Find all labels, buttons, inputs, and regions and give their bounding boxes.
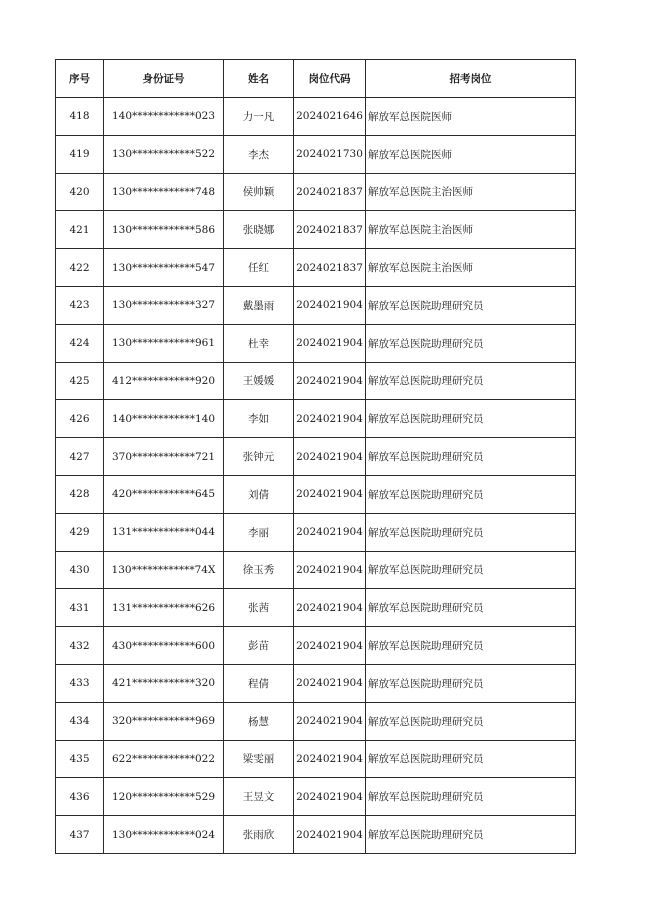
id-number-cell: 430************600 xyxy=(104,627,224,665)
position-cell: 解放军总医院助理研究员 xyxy=(366,324,576,362)
id-number-cell: 412************920 xyxy=(104,362,224,400)
id-number-cell: 370************721 xyxy=(104,438,224,476)
serial-cell: 432 xyxy=(56,627,104,665)
position-code-cell: 2024021904 xyxy=(294,475,366,513)
id-number-cell: 130************024 xyxy=(104,816,224,854)
header-position-code: 岗位代码 xyxy=(294,60,366,98)
position-cell: 解放军总医院主治医师 xyxy=(366,211,576,249)
name-cell: 张茜 xyxy=(224,589,294,627)
serial-cell: 430 xyxy=(56,551,104,589)
serial-cell: 422 xyxy=(56,249,104,287)
table-body xyxy=(56,98,576,854)
name-cell: 张晓娜 xyxy=(224,211,294,249)
id-number-cell: 130************327 xyxy=(104,286,224,324)
header-name: 姓名 xyxy=(224,60,294,98)
position-code-cell: 2024021904 xyxy=(294,627,366,665)
table-header-row xyxy=(56,60,576,98)
candidate-table xyxy=(55,59,576,854)
name-cell: 李杰 xyxy=(224,135,294,173)
position-cell: 解放军总医院助理研究员 xyxy=(366,438,576,476)
id-number-cell: 130************961 xyxy=(104,324,224,362)
position-cell: 解放军总医院主治医师 xyxy=(366,173,576,211)
position-code-cell: 2024021904 xyxy=(294,816,366,854)
name-cell: 李如 xyxy=(224,400,294,438)
position-code-cell: 2024021904 xyxy=(294,778,366,816)
position-code-cell: 2024021837 xyxy=(294,249,366,287)
position-code-cell: 2024021904 xyxy=(294,664,366,702)
table-row xyxy=(56,98,576,136)
position-cell: 解放军总医院助理研究员 xyxy=(366,475,576,513)
position-code-cell: 2024021904 xyxy=(294,286,366,324)
position-code-cell: 2024021904 xyxy=(294,324,366,362)
name-cell: 王媛媛 xyxy=(224,362,294,400)
position-code-cell: 2024021904 xyxy=(294,740,366,778)
table-row xyxy=(56,211,576,249)
id-number-cell: 131************626 xyxy=(104,589,224,627)
position-cell: 解放军总医院助理研究员 xyxy=(366,627,576,665)
id-number-cell: 130************74X xyxy=(104,551,224,589)
table-row xyxy=(56,475,576,513)
serial-cell: 434 xyxy=(56,702,104,740)
serial-cell: 429 xyxy=(56,513,104,551)
name-cell: 力一凡 xyxy=(224,98,294,136)
table-row xyxy=(56,173,576,211)
position-code-cell: 2024021904 xyxy=(294,702,366,740)
id-number-cell: 120************529 xyxy=(104,778,224,816)
table-row xyxy=(56,362,576,400)
position-cell: 解放军总医院助理研究员 xyxy=(366,513,576,551)
name-cell: 任红 xyxy=(224,249,294,287)
position-code-cell: 2024021730 xyxy=(294,135,366,173)
name-cell: 梁雯丽 xyxy=(224,740,294,778)
position-cell: 解放军总医院助理研究员 xyxy=(366,778,576,816)
table-row xyxy=(56,438,576,476)
name-cell: 侯帅颖 xyxy=(224,173,294,211)
name-cell: 程倩 xyxy=(224,664,294,702)
table-row xyxy=(56,135,576,173)
position-code-cell: 2024021904 xyxy=(294,438,366,476)
id-number-cell: 140************023 xyxy=(104,98,224,136)
position-cell: 解放军总医院医师 xyxy=(366,135,576,173)
table-row xyxy=(56,740,576,778)
table-row xyxy=(56,627,576,665)
header-serial-number: 序号 xyxy=(56,60,104,98)
table-row xyxy=(56,249,576,287)
name-cell: 杜幸 xyxy=(224,324,294,362)
position-code-cell: 2024021646 xyxy=(294,98,366,136)
position-code-cell: 2024021837 xyxy=(294,173,366,211)
position-cell: 解放军总医院助理研究员 xyxy=(366,664,576,702)
position-cell: 解放军总医院助理研究员 xyxy=(366,400,576,438)
id-number-cell: 130************748 xyxy=(104,173,224,211)
table-row xyxy=(56,778,576,816)
position-code-cell: 2024021904 xyxy=(294,589,366,627)
id-number-cell: 622************022 xyxy=(104,740,224,778)
table-row xyxy=(56,286,576,324)
position-code-cell: 2024021837 xyxy=(294,211,366,249)
table-row xyxy=(56,664,576,702)
name-cell: 徐玉秀 xyxy=(224,551,294,589)
position-cell: 解放军总医院医师 xyxy=(366,98,576,136)
position-code-cell: 2024021904 xyxy=(294,400,366,438)
serial-cell: 437 xyxy=(56,816,104,854)
id-number-cell: 421************320 xyxy=(104,664,224,702)
position-cell: 解放军总医院助理研究员 xyxy=(366,702,576,740)
position-code-cell: 2024021904 xyxy=(294,551,366,589)
table-row xyxy=(56,702,576,740)
position-cell: 解放军总医院主治医师 xyxy=(366,249,576,287)
name-cell: 张雨欣 xyxy=(224,816,294,854)
name-cell: 彭苗 xyxy=(224,627,294,665)
serial-cell: 425 xyxy=(56,362,104,400)
name-cell: 张钟元 xyxy=(224,438,294,476)
id-number-cell: 131************044 xyxy=(104,513,224,551)
name-cell: 王昱文 xyxy=(224,778,294,816)
serial-cell: 423 xyxy=(56,286,104,324)
position-code-cell: 2024021904 xyxy=(294,513,366,551)
table-row xyxy=(56,324,576,362)
serial-cell: 431 xyxy=(56,589,104,627)
id-number-cell: 130************547 xyxy=(104,249,224,287)
position-cell: 解放军总医院助理研究员 xyxy=(366,286,576,324)
id-number-cell: 320************969 xyxy=(104,702,224,740)
serial-cell: 421 xyxy=(56,211,104,249)
serial-cell: 424 xyxy=(56,324,104,362)
id-number-cell: 140************140 xyxy=(104,400,224,438)
name-cell: 杨慧 xyxy=(224,702,294,740)
header-position: 招考岗位 xyxy=(366,60,576,98)
table-row xyxy=(56,816,576,854)
serial-cell: 436 xyxy=(56,778,104,816)
table-row xyxy=(56,589,576,627)
position-code-cell: 2024021904 xyxy=(294,362,366,400)
header-id-number: 身份证号 xyxy=(104,60,224,98)
name-cell: 戴墨雨 xyxy=(224,286,294,324)
serial-cell: 419 xyxy=(56,135,104,173)
position-cell: 解放军总医院助理研究员 xyxy=(366,589,576,627)
table-row xyxy=(56,400,576,438)
serial-cell: 427 xyxy=(56,438,104,476)
id-number-cell: 130************586 xyxy=(104,211,224,249)
position-cell: 解放军总医院助理研究员 xyxy=(366,816,576,854)
position-cell: 解放军总医院助理研究员 xyxy=(366,551,576,589)
serial-cell: 433 xyxy=(56,664,104,702)
position-cell: 解放军总医院助理研究员 xyxy=(366,740,576,778)
id-number-cell: 130************522 xyxy=(104,135,224,173)
position-cell: 解放军总医院助理研究员 xyxy=(366,362,576,400)
name-cell: 刘倩 xyxy=(224,475,294,513)
id-number-cell: 420************645 xyxy=(104,475,224,513)
table-row xyxy=(56,513,576,551)
serial-cell: 426 xyxy=(56,400,104,438)
serial-cell: 420 xyxy=(56,173,104,211)
serial-cell: 428 xyxy=(56,475,104,513)
name-cell: 李丽 xyxy=(224,513,294,551)
table-row xyxy=(56,551,576,589)
serial-cell: 435 xyxy=(56,740,104,778)
serial-cell: 418 xyxy=(56,98,104,136)
